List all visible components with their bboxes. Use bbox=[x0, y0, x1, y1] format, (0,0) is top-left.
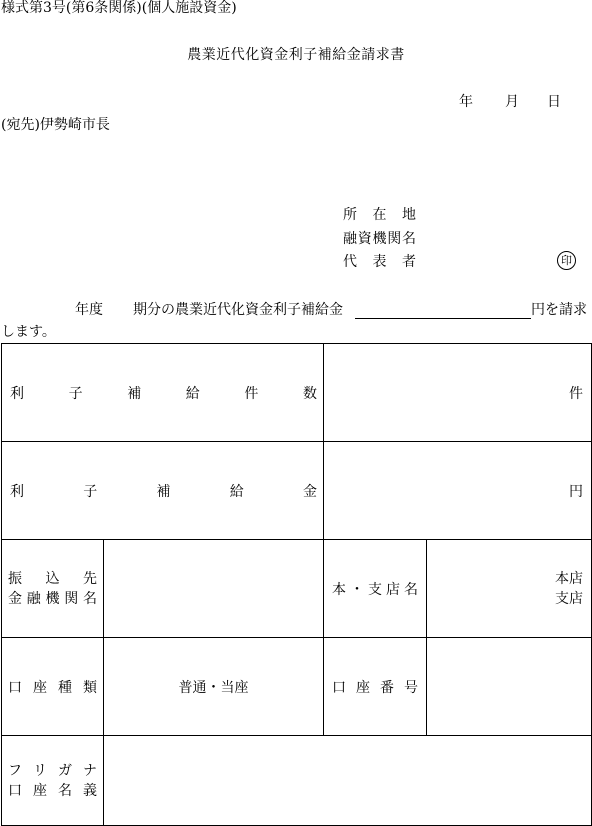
branch-main-label: 本店 bbox=[555, 570, 583, 587]
request-text bbox=[75, 303, 343, 317]
account-number-label-cell: 口 座 番 号 bbox=[324, 638, 427, 736]
branch-value-cell[interactable] bbox=[427, 540, 592, 638]
table-row bbox=[2, 638, 592, 736]
date-month-label: 月 bbox=[505, 94, 519, 110]
branch-sub-label: 支店 bbox=[555, 590, 583, 607]
claim-table bbox=[1, 343, 592, 826]
request-suffix: 円を請求 bbox=[531, 302, 587, 318]
address-label: 所 在 地 bbox=[343, 207, 416, 223]
table-row bbox=[2, 736, 592, 826]
amount-label-cell: 利 子 補 給 金 bbox=[2, 442, 324, 540]
amount-value-cell[interactable]: 円 bbox=[324, 442, 592, 540]
account-name-value-cell[interactable] bbox=[104, 736, 592, 826]
count-label-cell: 利 子 補 給 件 数 bbox=[2, 344, 324, 442]
bank-label-cell: 振 込 先 金 融 機 関 名 bbox=[2, 540, 104, 638]
table-row bbox=[2, 344, 592, 442]
table-row bbox=[2, 442, 592, 540]
amount-underline[interactable] bbox=[355, 318, 531, 319]
account-type-value-cell[interactable]: 普通・当座 bbox=[104, 638, 324, 736]
bank-name-cell[interactable] bbox=[104, 540, 324, 638]
seal-mark: 印 bbox=[557, 251, 576, 270]
institution-label: 融 資 機 関 名 bbox=[343, 231, 416, 247]
page-title: 農業近代化資金利子補給金請求書 bbox=[187, 47, 405, 63]
fiscal-year-label: 年度 bbox=[75, 302, 103, 318]
addressee: (宛先)伊勢崎市長 bbox=[1, 117, 110, 133]
date-year-label: 年 bbox=[459, 94, 473, 110]
count-value-cell[interactable]: 件 bbox=[324, 344, 592, 442]
date-day-label: 日 bbox=[547, 94, 561, 110]
kana-label-cell: フ リ ガ ナ 口 座 名 義 bbox=[2, 736, 104, 826]
account-number-value-cell[interactable] bbox=[427, 638, 592, 736]
branch-label-cell: 本 ・ 支 店 名 bbox=[324, 540, 427, 638]
form-number: 様式第3号(第6条関係)(個人施設資金) bbox=[1, 0, 237, 16]
account-type-label-cell: 口 座 種 類 bbox=[2, 638, 104, 736]
representative-label: 代 表 者 bbox=[343, 254, 416, 270]
table-row bbox=[2, 540, 592, 638]
period-text: 期分の農業近代化資金利子補給金 bbox=[133, 302, 343, 318]
request-suffix-2: します。 bbox=[1, 324, 56, 340]
